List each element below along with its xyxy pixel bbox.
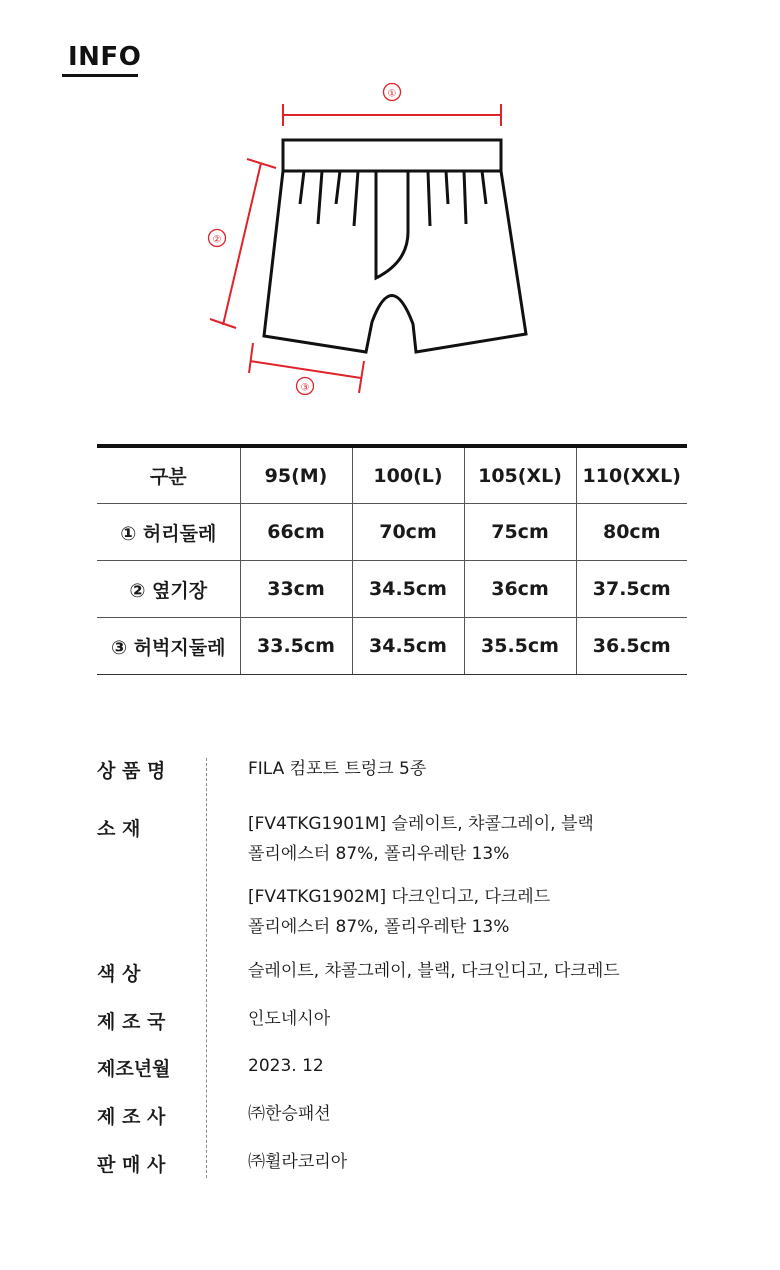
table-cell: 34.5cm [352,561,464,618]
table-cell: 80cm [576,504,687,561]
spec-label-country: 제 조 국 [97,1011,166,1033]
table-cell: 35.5cm [464,618,576,675]
spec-label-product-name: 상 품 명 [97,760,166,782]
row-label: ② 옆기장 [97,561,240,618]
table-cell: 34.5cm [352,618,464,675]
spec-label-mfg-date: 제조년월 [97,1058,171,1080]
spec-value-material-1-line2: 폴리에스터 87%, 폴리우레탄 13% [248,844,510,864]
table-cell: 36.5cm [576,618,687,675]
header-cell: 105(XL) [464,446,576,504]
table-cell: 33.5cm [240,618,352,675]
spec-label-material [97,814,175,841]
table-cell: 37.5cm [576,561,687,618]
marker-2: ② [212,234,222,246]
spec-value-seller: ㈜휠라코리아 [248,1152,348,1172]
spec-value-material-2-line1: [FV4TKG1902M] 다크인디고, 다크레드 [248,887,551,907]
row-label: ③ 허벅지둘레 [97,618,240,675]
row-label: ① 허리둘레 [97,504,240,561]
marker-1: ① [387,88,397,100]
header-cell: 100(L) [352,446,464,504]
table-row [97,504,687,561]
measure-line-1 [283,104,501,126]
spec-label-seller: 판 매 사 [97,1154,166,1176]
spec-label-manufacturer: 제 조 사 [97,1106,166,1128]
trunks-diagram [0,0,780,420]
spec-label-color: 색 상 [97,963,141,985]
header-cell: 110(XXL) [576,446,687,504]
spec-value-material-1-line1: [FV4TKG1901M] 슬레이트, 챠콜그레이, 블랙 [248,814,594,834]
table-cell: 75cm [464,504,576,561]
table-row [97,618,687,675]
material-label-text: 소 재 [97,818,141,840]
spec-value-mfg-date: 2023. 12 [248,1056,324,1076]
size-table [97,444,687,675]
table-row [97,561,687,618]
table-cell: 36cm [464,561,576,618]
header-cell: 구분 [97,446,240,504]
table-header-row [97,446,687,504]
spec-value-material-2-line2: 폴리에스터 87%, 폴리우레탄 13% [248,917,510,937]
marker-3: ③ [300,382,310,394]
header-cell: 95(M) [240,446,352,504]
table-cell: 66cm [240,504,352,561]
spec-value-manufacturer: ㈜한승패션 [248,1104,331,1124]
spec-value-product-name: FILA 컴포트 트렁크 5종 [248,759,427,779]
page-title: INFO [68,42,142,72]
table-cell: 33cm [240,561,352,618]
spec-label-material-text [97,814,175,841]
table-cell: 70cm [352,504,464,561]
waistband-outline [283,140,501,171]
spec-value-country: 인도네시아 [248,1009,331,1029]
spec-value-color: 슬레이트, 챠콜그레이, 블랙, 다크인디고, 다크레드 [248,961,620,981]
dashed-divider [206,758,207,1178]
